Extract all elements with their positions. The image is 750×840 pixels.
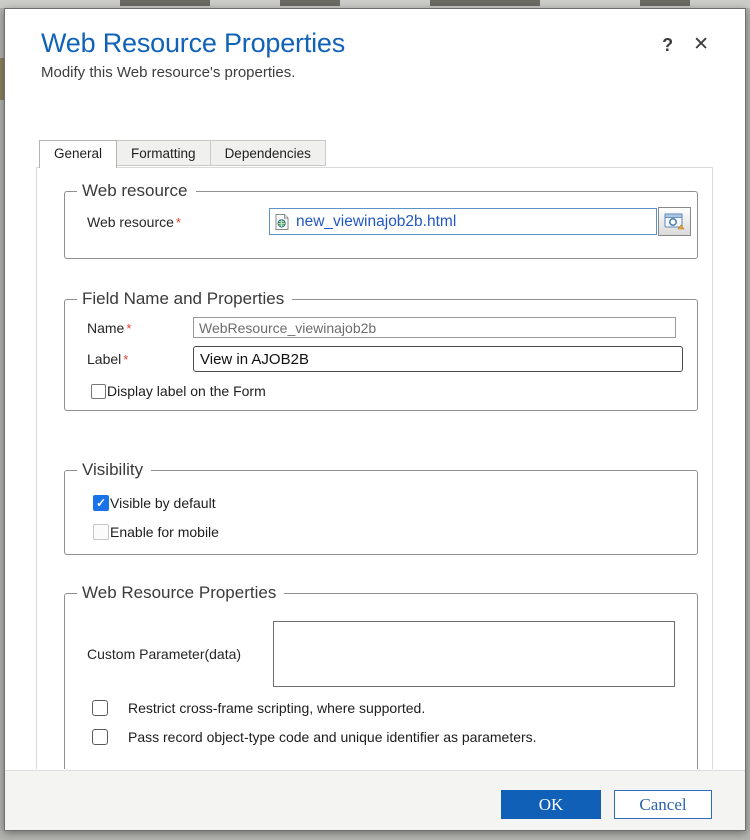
web-resource-legend: Web resource: [82, 181, 188, 200]
name-field-label: Name *: [87, 319, 132, 336]
restrict-cross-frame-checkbox[interactable]: [92, 700, 108, 716]
background-page-top-edge: [0, 0, 750, 8]
web-resource-properties-dialog: [4, 8, 746, 831]
lookup-magnifier-icon: [664, 213, 685, 230]
field-name-group: [64, 289, 698, 411]
tab-strip: [39, 140, 326, 168]
required-asterisk: *: [126, 320, 132, 336]
dialog-header: [5, 9, 745, 81]
tab-general[interactable]: General: [39, 140, 117, 168]
tab-dependencies[interactable]: Dependencies: [211, 140, 326, 166]
name-input: WebResource_viewinajob2b: [193, 317, 676, 338]
cancel-button[interactable]: Cancel: [614, 790, 712, 819]
general-tab-panel: [36, 167, 713, 769]
required-asterisk: *: [175, 214, 181, 230]
display-label-checkbox[interactable]: [91, 384, 106, 399]
lookup-button[interactable]: [658, 207, 691, 236]
background-artifact: [430, 0, 540, 6]
visibility-group: [64, 460, 698, 555]
visible-by-default-checkbox[interactable]: ✓: [93, 495, 109, 511]
custom-parameter-label: Custom Parameter(data): [87, 646, 242, 662]
ok-button[interactable]: OK: [501, 790, 601, 819]
background-artifact: [280, 0, 340, 6]
dialog-subtitle: Modify this Web resource's properties.: [41, 64, 296, 81]
dialog-footer: [5, 770, 745, 830]
background-artifact: [640, 0, 690, 6]
visibility-legend: Visibility: [82, 460, 144, 479]
label-input[interactable]: View in AJOB2B: [193, 346, 683, 372]
web-resource-properties-legend: Web Resource Properties: [82, 583, 277, 602]
close-icon[interactable]: ✕: [693, 34, 709, 55]
enable-for-mobile-label: Enable for mobile: [110, 524, 219, 540]
html-file-icon: [275, 214, 289, 230]
web-resource-field-label: Web resource *: [87, 213, 181, 230]
display-label-checkbox-label: Display label on the Form: [107, 383, 266, 399]
pass-record-checkbox[interactable]: [92, 729, 108, 745]
background-artifact: [120, 0, 210, 6]
web-resource-properties-group: [64, 583, 698, 769]
field-name-legend: Field Name and Properties: [82, 289, 285, 308]
enable-for-mobile-checkbox[interactable]: [93, 524, 109, 540]
custom-parameter-textarea[interactable]: [273, 621, 675, 687]
page-title: Web Resource Properties: [41, 28, 346, 58]
pass-record-label: Pass record object-type code and unique identifier as parameters.: [128, 729, 537, 745]
web-resource-group: [64, 181, 698, 259]
web-resource-input[interactable]: [269, 208, 657, 235]
restrict-cross-frame-label: Restrict cross-frame scripting, where supported.: [128, 700, 426, 716]
tab-formatting[interactable]: Formatting: [117, 140, 211, 166]
label-field-label: Label *: [87, 351, 129, 367]
help-icon[interactable]: ?: [662, 34, 674, 55]
visible-by-default-label: Visible by default: [110, 495, 216, 511]
required-asterisk: *: [123, 352, 129, 367]
web-resource-file-link[interactable]: new_viewinajob2b.html: [296, 212, 457, 230]
